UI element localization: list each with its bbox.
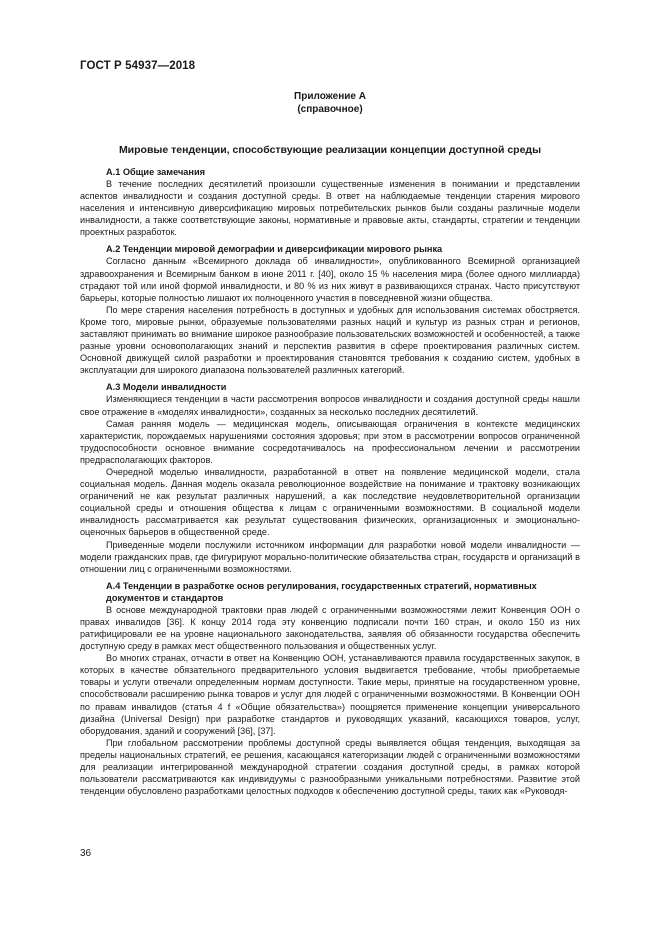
- paragraph: В течение последних десятилетий произошли существенные изменения в понимании и представлении аспектов инвалидности и создания доступной среды. В ответ на наблюдаемые тенденции старения мирового населения и интенсивную диверсификацию мировых потребительских рынков были созданы различные модели инвалидности, а также соответствующие законы, нормативные и правовые акты, стандарты, стратегии и тенденции проектных разработок.: [80, 179, 580, 238]
- section-heading: А.4 Тенденции в разработке основ регулирования, государственных стратегий, нормативных документов и стандартов: [106, 580, 537, 603]
- annex-heading: [80, 90, 580, 116]
- paragraph: Самая ранняя модель — медицинская модель, описывающая ограничения в контексте медицинских характеристик, порождаемых нарушениями состояния здоровья; при этом в рассмотрении вопросов ограниченной трудоспособности основное внимание сосредотачивалось на профессиональном лечении и рассмотрении предрасполагающих факторов.: [80, 418, 580, 465]
- section-a4: [80, 580, 580, 798]
- section-a2: [80, 243, 580, 376]
- annex-type: (справочное): [297, 104, 363, 115]
- page-number: 36: [80, 848, 92, 859]
- section-heading: А.3 Модели инвалидности: [106, 382, 227, 393]
- paragraph: При глобальном рассмотрении проблемы доступной среды выявляется общая тенденция, выходящая за пределы национальных стратегий, ее решения, касающаяся категоризации людей с ограниченными возможностями для реализации интегрированной международной стратегии создания доступной среды, в рамках которой пользователи рассматриваются как индивидуумы с разнообразными уникальными потребностями. Развитие этой тенденции обусловлено разработками целостных подходов к обеспечению доступной среды, таких как «Руководя-: [80, 737, 580, 797]
- paragraph: Согласно данным «Всемирного доклада об инвалидности», опубликованного Всемирной организацией здравоохранения и Всемирным банком в июне 2011 г. [40], около 15 % населения мира (более одного миллиарда) страдают той или иной формой инвалидности, и 80 % из них живут в развивающихся странах. Часто присутствуют барьеры, которые полностью лишают их полноценного участия в повседневной жизни общества.: [80, 256, 580, 303]
- document-body: [80, 166, 580, 797]
- paragraph: По мере старения населения потребность в доступных и удобных для использования системах обостряется. Кроме того, мировые рынки, образуемые пользователями разных наций и культур из разных стран и регионов, заставляют принимать во внимание широкое разнообразие пользовательских возможностей и особенностей, а также разные уровни основополагающих знаний и перспектив развития в сфере проектирования различных систем. Основной движущей силой разработки и проектирования становятся требования к созданию систем, удобных в эксплуатации для широкого диапазона пользователей различных категорий.: [80, 304, 580, 376]
- paragraph: Изменяющиеся тенденции в части рассмотрения вопросов инвалидности и создания доступной среды нашли свое отражение в «моделях инвалидности», созданных за несколько последних десятилетий.: [80, 394, 580, 417]
- annex-title: Мировые тенденции, способствующие реализации концепции доступной среды: [118, 144, 542, 156]
- section-a1: [80, 166, 580, 238]
- paragraph: Во многих странах, отчасти в ответ на Конвенцию ООН, устанавливаются правила государственных закупок, в которых в качестве обязательного предварительного условия выдвигается требование, чтобы приобретаемые товары и услуги отвечали определенным нормам доступности. Такие меры, принятые на государственном уровне, способствовали расширению рынка товаров и услуг для людей с ограниченными возможностями. В Конвенции ООН по правам инвалидов (статья 4 f «Общие обязательства») поощряется применение концепции универсального дизайна (Universal Design) при разработке стандартов и руководящих указаний, касающихся товаров, услуг, оборудования, зданий и сооружений [36], [37].: [80, 653, 580, 736]
- paragraph: Приведенные модели послужили источником информации для разработки новой модели инвалидности — модели гражданских прав, где фигурируют морально-политические обязательства стран, государств и организаций в отношении лиц с ограниченными возможностями.: [80, 539, 580, 574]
- paragraph: В основе международной трактовки прав людей с ограниченными возможностями лежит Конвенция ООН о правах инвалидов [36]. К концу 2014 года эту конвенцию подписали почти 160 стран, и около 150 из них ратифицировали ее на уровне национального законодательства, заявляя об обязанности государства обеспечить доступную среду в рамках мест общественного пользования и общественных услуг.: [80, 604, 580, 652]
- section-heading: А.2 Тенденции мировой демографии и диверсификации мирового рынка: [106, 244, 443, 255]
- standard-code: ГОСТ Р 54937—2018: [80, 60, 196, 72]
- section-heading: А.1 Общие замечания: [106, 167, 205, 177]
- section-a3: [80, 381, 580, 574]
- annex-label: Приложение А: [294, 91, 366, 102]
- paragraph: Очередной моделью инвалидности, разработанной в ответ на появление медицинской модели, стала социальная модель. Данная модель оказала революционное воздействие на понимание и трактовку возникающих ограничений не как результат различных нарушений, а как последствие неудовлетворительной организации социальной среды и отношения общества к лицам с ограниченными возможностями. В социальной модели инвалидность рассматривается как результат существования физических, организационных и эмоционально-оценочных барьеров в общественной среде.: [80, 466, 580, 538]
